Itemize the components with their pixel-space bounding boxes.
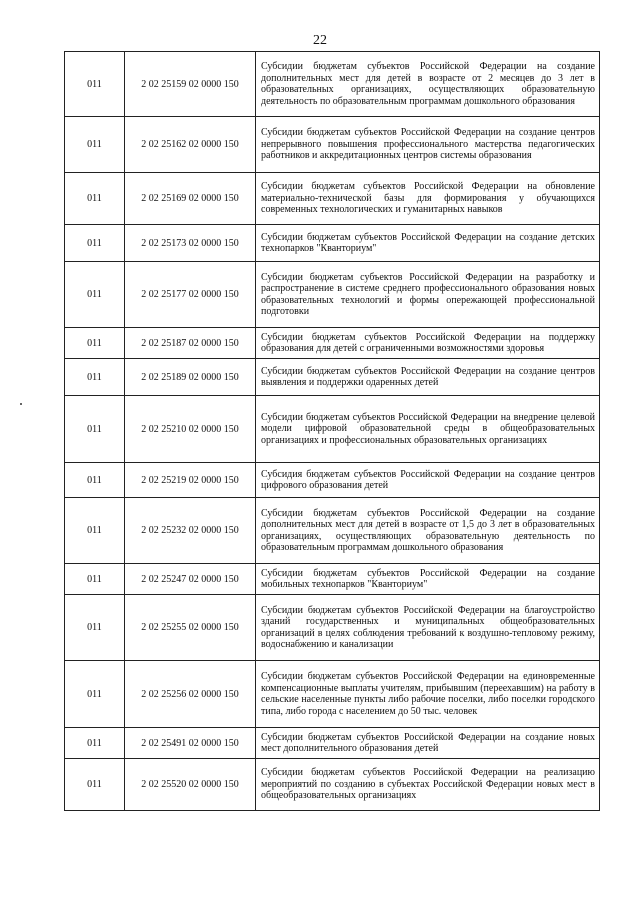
revenue-name-cell: Субсидии бюджетам субъектов Российской Федерации на создание центров непрерывного повышения профессионального мастерства педагогических работников и аккредитационных центров системы образования — [256, 117, 600, 173]
budget-code-cell: 2 02 25162 02 0000 150 — [125, 117, 256, 173]
admin-code-cell: 011 — [65, 728, 125, 759]
admin-code-cell: 011 — [65, 328, 125, 359]
budget-code-cell: 2 02 25491 02 0000 150 — [125, 728, 256, 759]
admin-code-cell: 011 — [65, 396, 125, 463]
budget-code-cell: 2 02 25159 02 0000 150 — [125, 52, 256, 117]
budget-code-cell: 2 02 25256 02 0000 150 — [125, 661, 256, 728]
budget-code-cell: 2 02 25210 02 0000 150 — [125, 396, 256, 463]
revenue-name-cell: Субсидии бюджетам субъектов Российской Федерации на внедрение целевой модели цифровой образовательной среды в общеобразовательных организациях и профессиональных образовательных организациях — [256, 396, 600, 463]
budget-code-cell: 2 02 25189 02 0000 150 — [125, 359, 256, 396]
admin-code-cell: 011 — [65, 595, 125, 661]
revenue-name-cell: Субсидии бюджетам субъектов Российской Федерации на единовременные компенсационные выплаты учителям, прибывшим (переехавшим) на работу в сельские населенные пункты либо рабочие поселки, либо поселки городского типа, либо города с населением до 50 тыс. человек — [256, 661, 600, 728]
admin-code-cell: 011 — [65, 262, 125, 328]
revenue-name-cell: Субсидии бюджетам субъектов Российской Федерации на поддержку образования для детей с ограниченными возможностями здоровья — [256, 328, 600, 359]
revenue-name-cell: Субсидии бюджетам субъектов Российской Федерации на реализацию мероприятий по созданию в субъектах Российской Федерации новых мест в общеобразовательных организациях — [256, 759, 600, 811]
table-row — [65, 173, 600, 225]
budget-code-cell: 2 02 25173 02 0000 150 — [125, 225, 256, 262]
table-row — [65, 396, 600, 463]
admin-code-cell: 011 — [65, 225, 125, 262]
budget-codes-table — [64, 51, 600, 811]
budget-code-cell: 2 02 25187 02 0000 150 — [125, 328, 256, 359]
table-row — [65, 262, 600, 328]
revenue-name-cell: Субсидии бюджетам субъектов Российской Федерации на создание дополнительных мест для детей в возрасте от 2 месяцев до 3 лет в образовательных организациях, осуществляющих образовательную деятельность по образовательным программам дошкольного образования — [256, 52, 600, 117]
revenue-name-cell: Субсидии бюджетам субъектов Российской Федерации на создание новых мест дополнительного образования детей — [256, 728, 600, 759]
admin-code-cell: 011 — [65, 661, 125, 728]
budget-code-cell: 2 02 25520 02 0000 150 — [125, 759, 256, 811]
revenue-name-cell: Субсидии бюджетам субъектов Российской Федерации на создание мобильных технопарков "Кванториум" — [256, 564, 600, 595]
revenue-name-cell: Субсидии бюджетам субъектов Российской Федерации на разработку и распространение в системе среднего профессионального образования новых образовательных технологий и формы опережающей профессиональной подготовки — [256, 262, 600, 328]
budget-code-cell: 2 02 25219 02 0000 150 — [125, 463, 256, 498]
table-row — [65, 463, 600, 498]
table-row — [65, 661, 600, 728]
page-number: 22 — [313, 33, 327, 48]
table-row — [65, 328, 600, 359]
table-row — [65, 117, 600, 173]
revenue-name-cell: Субсидии бюджетам субъектов Российской Федерации на создание детских технопарков "Кванториум" — [256, 225, 600, 262]
budget-code-cell: 2 02 25232 02 0000 150 — [125, 498, 256, 564]
table-body — [65, 52, 600, 811]
table-row — [65, 498, 600, 564]
admin-code-cell: 011 — [65, 52, 125, 117]
budget-code-cell: 2 02 25169 02 0000 150 — [125, 173, 256, 225]
revenue-name-cell: Субсидия бюджетам субъектов Российской Федерации на создание центров цифрового образования детей — [256, 463, 600, 498]
admin-code-cell: 011 — [65, 173, 125, 225]
admin-code-cell: 011 — [65, 759, 125, 811]
table-row — [65, 564, 600, 595]
admin-code-cell: 011 — [65, 498, 125, 564]
table-row — [65, 759, 600, 811]
table-row — [65, 225, 600, 262]
table-row — [65, 595, 600, 661]
table-row — [65, 359, 600, 396]
admin-code-cell: 011 — [65, 359, 125, 396]
table-row — [65, 728, 600, 759]
budget-code-cell: 2 02 25247 02 0000 150 — [125, 564, 256, 595]
admin-code-cell: 011 — [65, 564, 125, 595]
budget-code-cell: 2 02 25177 02 0000 150 — [125, 262, 256, 328]
revenue-name-cell: Субсидии бюджетам субъектов Российской Федерации на благоустройство зданий государственных и муниципальных общеобразовательных организаций в целях соблюдения требований к воздушно-тепловому режиму, водоснабжению и канализации — [256, 595, 600, 661]
table-row — [65, 52, 600, 117]
admin-code-cell: 011 — [65, 117, 125, 173]
admin-code-cell: 011 — [65, 463, 125, 498]
budget-code-cell: 2 02 25255 02 0000 150 — [125, 595, 256, 661]
revenue-name-cell: Субсидии бюджетам субъектов Российской Федерации на создание дополнительных мест для детей в возрасте от 1,5 до 3 лет в образовательных организациях, осуществляющих образовательную деятельность по образовательным программам дошкольного образования — [256, 498, 600, 564]
revenue-name-cell: Субсидии бюджетам субъектов Российской Федерации на обновление материально-технической базы для формирования у обучающихся современных технологических и гуманитарных навыков — [256, 173, 600, 225]
scan-speck — [20, 403, 22, 405]
revenue-name-cell: Субсидии бюджетам субъектов Российской Федерации на создание центров выявления и поддержки одаренных детей — [256, 359, 600, 396]
